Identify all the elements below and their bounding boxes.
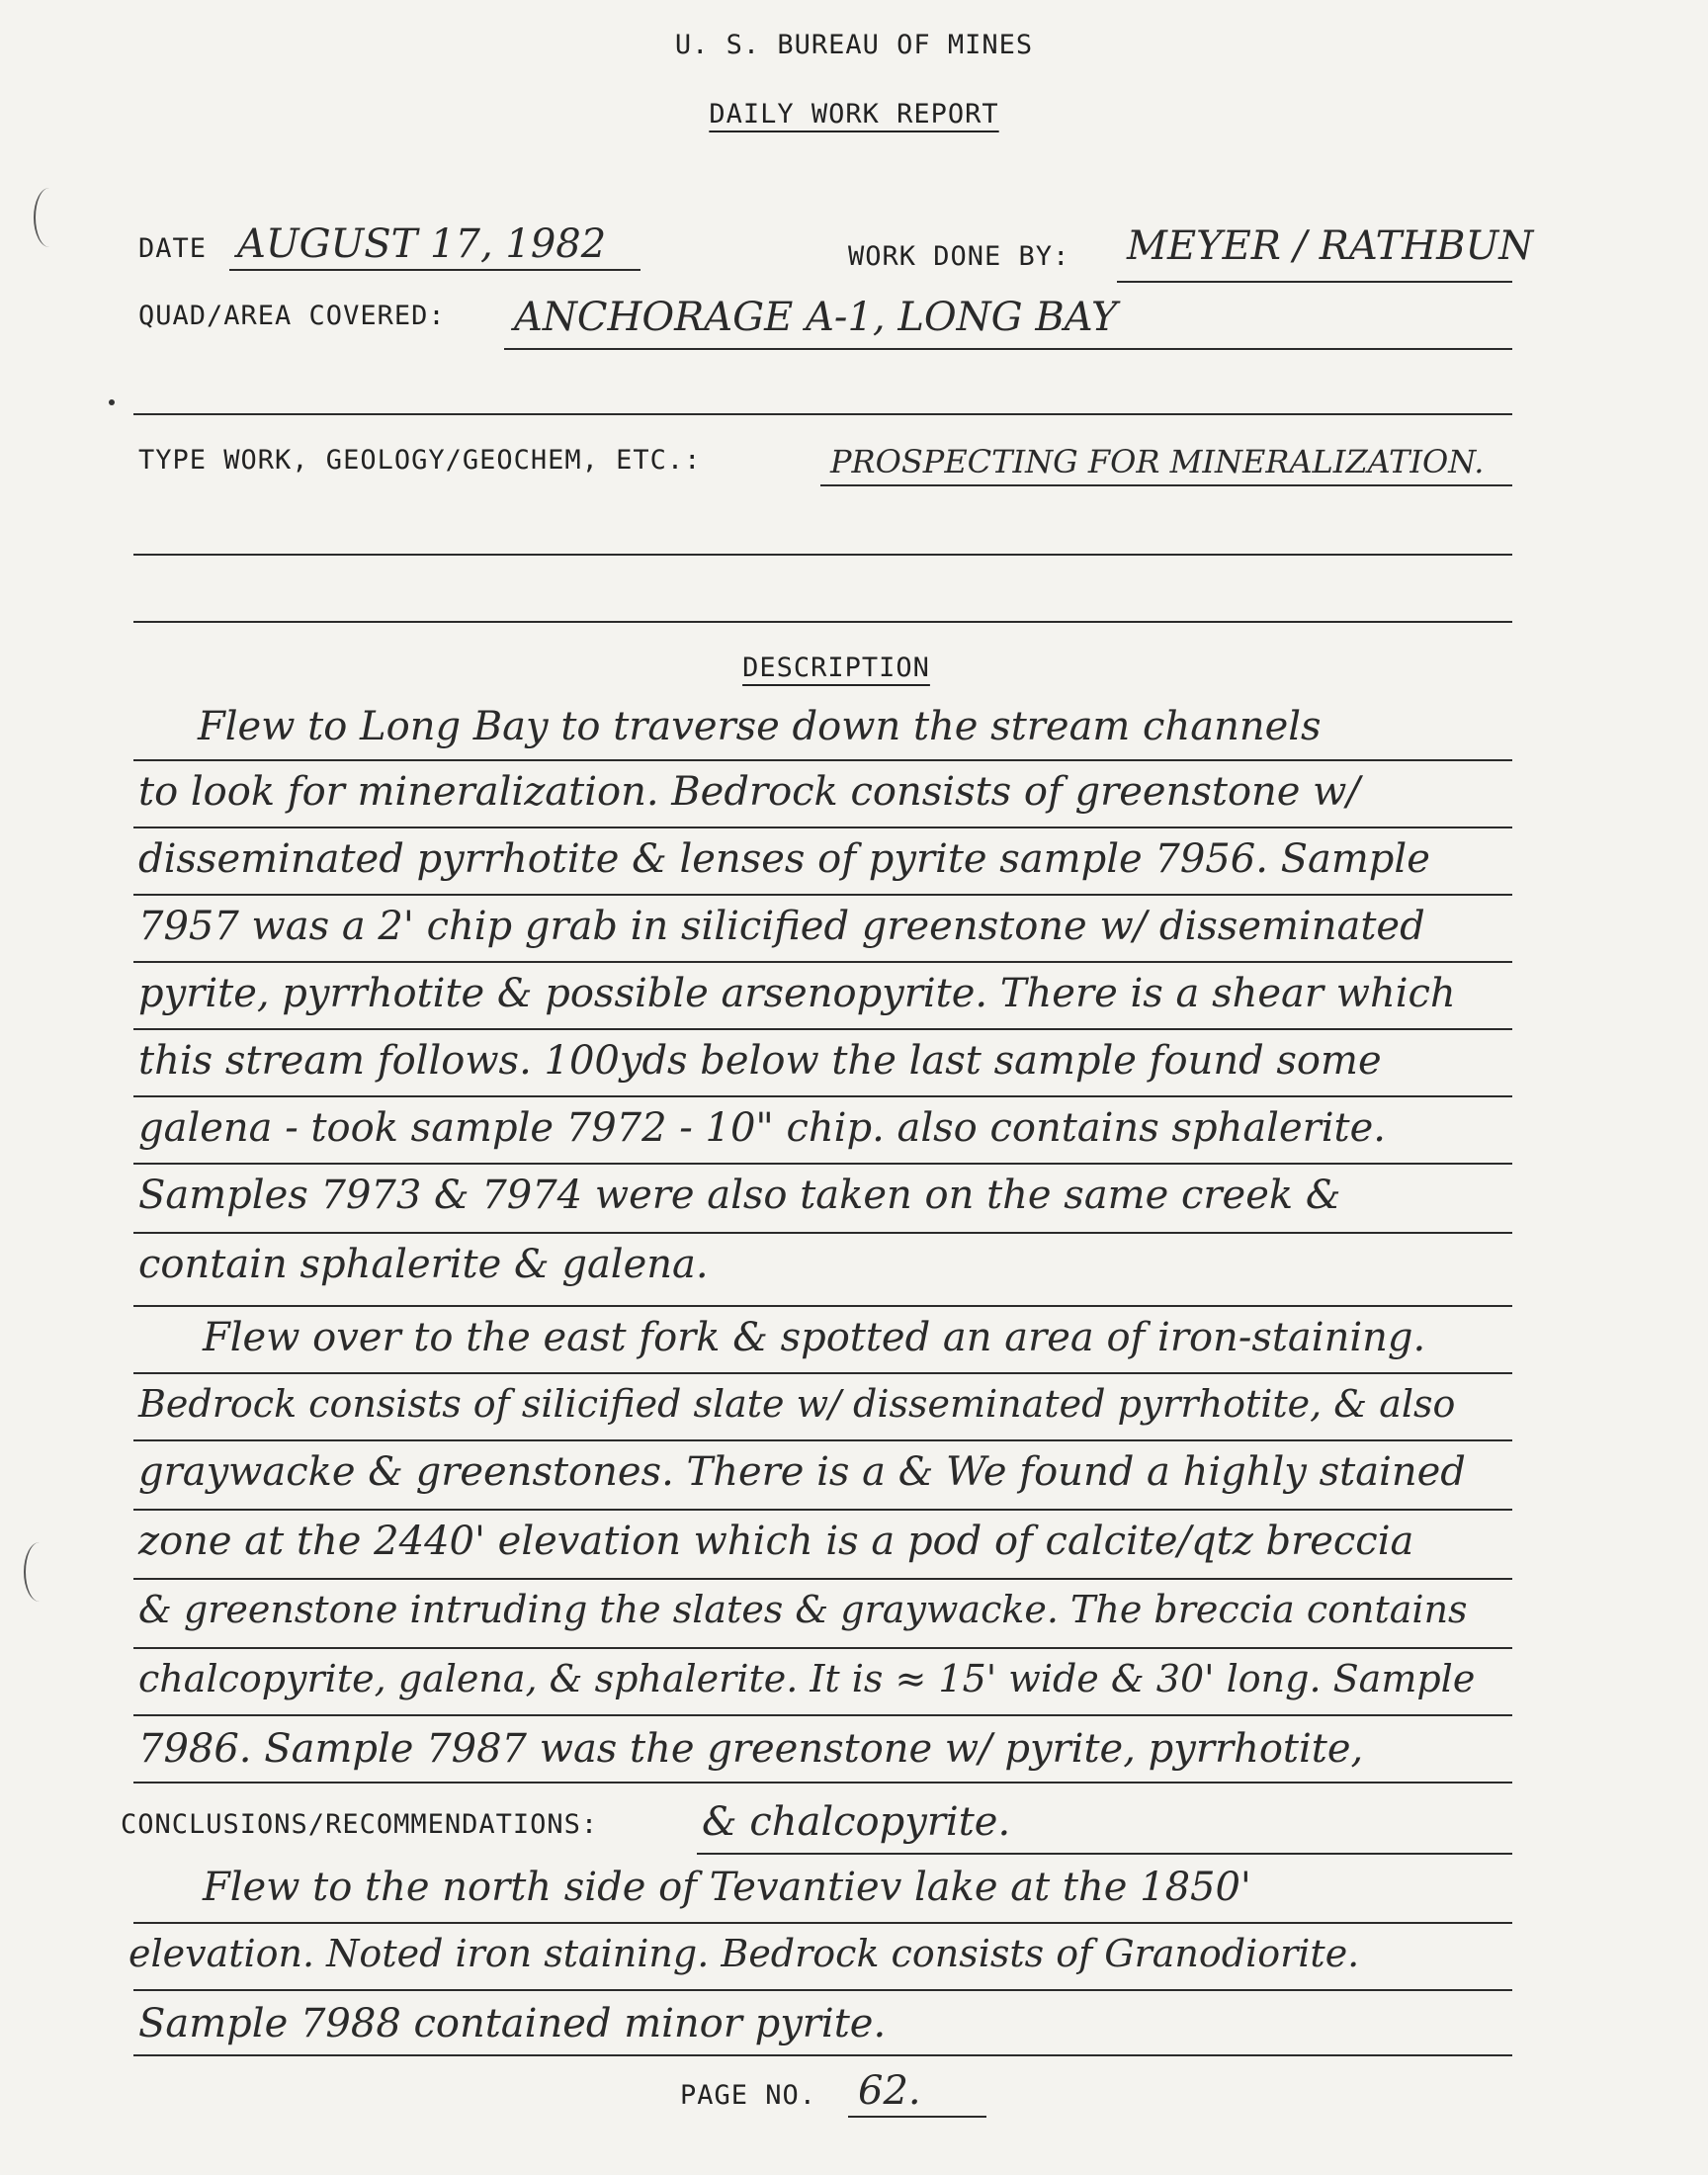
date-line — [229, 269, 640, 271]
ruled-line — [133, 1509, 1512, 1511]
ruled-line — [133, 894, 1512, 896]
description-line: 7986. Sample 7987 was the greenstone w/ pyrite, pyrrhotite, — [138, 1726, 1364, 1772]
type-work-line-3 — [133, 621, 1512, 623]
type-work-line-2 — [133, 554, 1512, 556]
work-done-by-label: WORK DONE BY: — [848, 241, 1070, 272]
description-line: Samples 7973 & 7974 were also taken on the same creek & — [138, 1173, 1341, 1218]
ruled-line — [133, 961, 1512, 963]
ruled-line — [133, 1372, 1512, 1374]
ruled-line — [133, 1232, 1512, 1234]
description-line: chalcopyrite, galena, & sphalerite. It is ≈ 15' wide & 30' long. Sample — [138, 1657, 1476, 1700]
ruled-line — [133, 1922, 1512, 1924]
conclusions-label: CONCLUSIONS/RECOMMENDATIONS: — [121, 1809, 599, 1840]
quad-line-2 — [133, 413, 1512, 415]
description-line: contain sphalerite & galena. — [138, 1242, 709, 1287]
type-work-value: PROSPECTING FOR MINERALIZATION. — [830, 443, 1485, 480]
conclusions-first-line: & chalcopyrite. — [702, 1799, 1011, 1845]
date-value: AUGUST 17, 1982 — [237, 221, 607, 267]
description-line: galena - took sample 7972 - 10" chip. also contains sphalerite. — [138, 1105, 1387, 1151]
ruled-line — [133, 2054, 1512, 2056]
description-line: 7957 was a 2' chip grab in silicified greenstone w/ disseminated — [138, 904, 1425, 949]
binder-hole-mark — [24, 1542, 55, 1602]
description-line: graywacke & greenstones. There is a & We found a highly stained — [138, 1449, 1466, 1495]
date-label: DATE — [138, 233, 208, 264]
page-number-line — [848, 2116, 986, 2118]
work-done-by-value: MEYER / RATHBUN — [1127, 223, 1534, 269]
ruled-line — [133, 1782, 1512, 1784]
type-work-label: TYPE WORK, GEOLOGY/GEOCHEM, ETC.: — [138, 445, 702, 476]
agency-title: U. S. BUREAU OF MINES — [674, 30, 1034, 60]
ruled-line — [133, 826, 1512, 828]
description-line: to look for mineralization. Bedrock consists of greenstone w/ — [138, 769, 1360, 815]
ruled-line — [133, 759, 1512, 761]
ruled-line — [133, 1578, 1512, 1580]
description-heading: DESCRIPTION — [742, 652, 930, 683]
conclusions-line: Flew to the north side of Tevantiev lake at the 1850' — [203, 1865, 1251, 1910]
conclusions-line: elevation. Noted iron staining. Bedrock consists of Granodiorite. — [128, 1932, 1360, 1975]
work-done-by-line — [1117, 281, 1512, 283]
ruled-line — [133, 1095, 1512, 1097]
description-line: this stream follows. 100yds below the last sample found some — [138, 1038, 1382, 1084]
stray-mark — [109, 399, 115, 405]
type-work-line — [820, 484, 1512, 486]
binder-hole-mark — [34, 188, 65, 247]
quad-value: ANCHORAGE A-1, LONG BAY — [514, 295, 1118, 340]
description-line: Flew over to the east fork & spotted an area of iron-staining. — [203, 1315, 1426, 1360]
description-line: Bedrock consists of silicified slate w/ disseminated pyrrhotite, & also — [138, 1382, 1456, 1426]
ruled-line — [133, 1163, 1512, 1165]
ruled-line — [133, 1028, 1512, 1030]
ruled-line — [133, 1714, 1512, 1716]
description-line: zone at the 2440' elevation which is a pod of calcite/qtz breccia — [138, 1519, 1414, 1564]
description-line: disseminated pyrrhotite & lenses of pyrite sample 7956. Sample — [138, 836, 1430, 882]
page-number-value: 62. — [858, 2068, 921, 2114]
ruled-line — [133, 1439, 1512, 1441]
quad-line — [504, 348, 1512, 350]
ruled-line — [133, 1989, 1512, 1991]
ruled-line — [133, 1647, 1512, 1649]
description-line: pyrite, pyrrhotite & possible arsenopyrite. There is a shear which — [138, 971, 1456, 1016]
ruled-line — [133, 1305, 1512, 1307]
description-line: & greenstone intruding the slates & graywacke. The breccia contains — [138, 1588, 1468, 1631]
ruled-line — [697, 1853, 1512, 1855]
report-title: DAILY WORK REPORT — [709, 99, 999, 130]
description-line: Flew to Long Bay to traverse down the stream channels — [198, 704, 1322, 749]
conclusions-line: Sample 7988 contained minor pyrite. — [138, 2001, 887, 2046]
quad-label: QUAD/AREA COVERED: — [138, 301, 446, 331]
page-number-label: PAGE NO. — [680, 2080, 817, 2111]
